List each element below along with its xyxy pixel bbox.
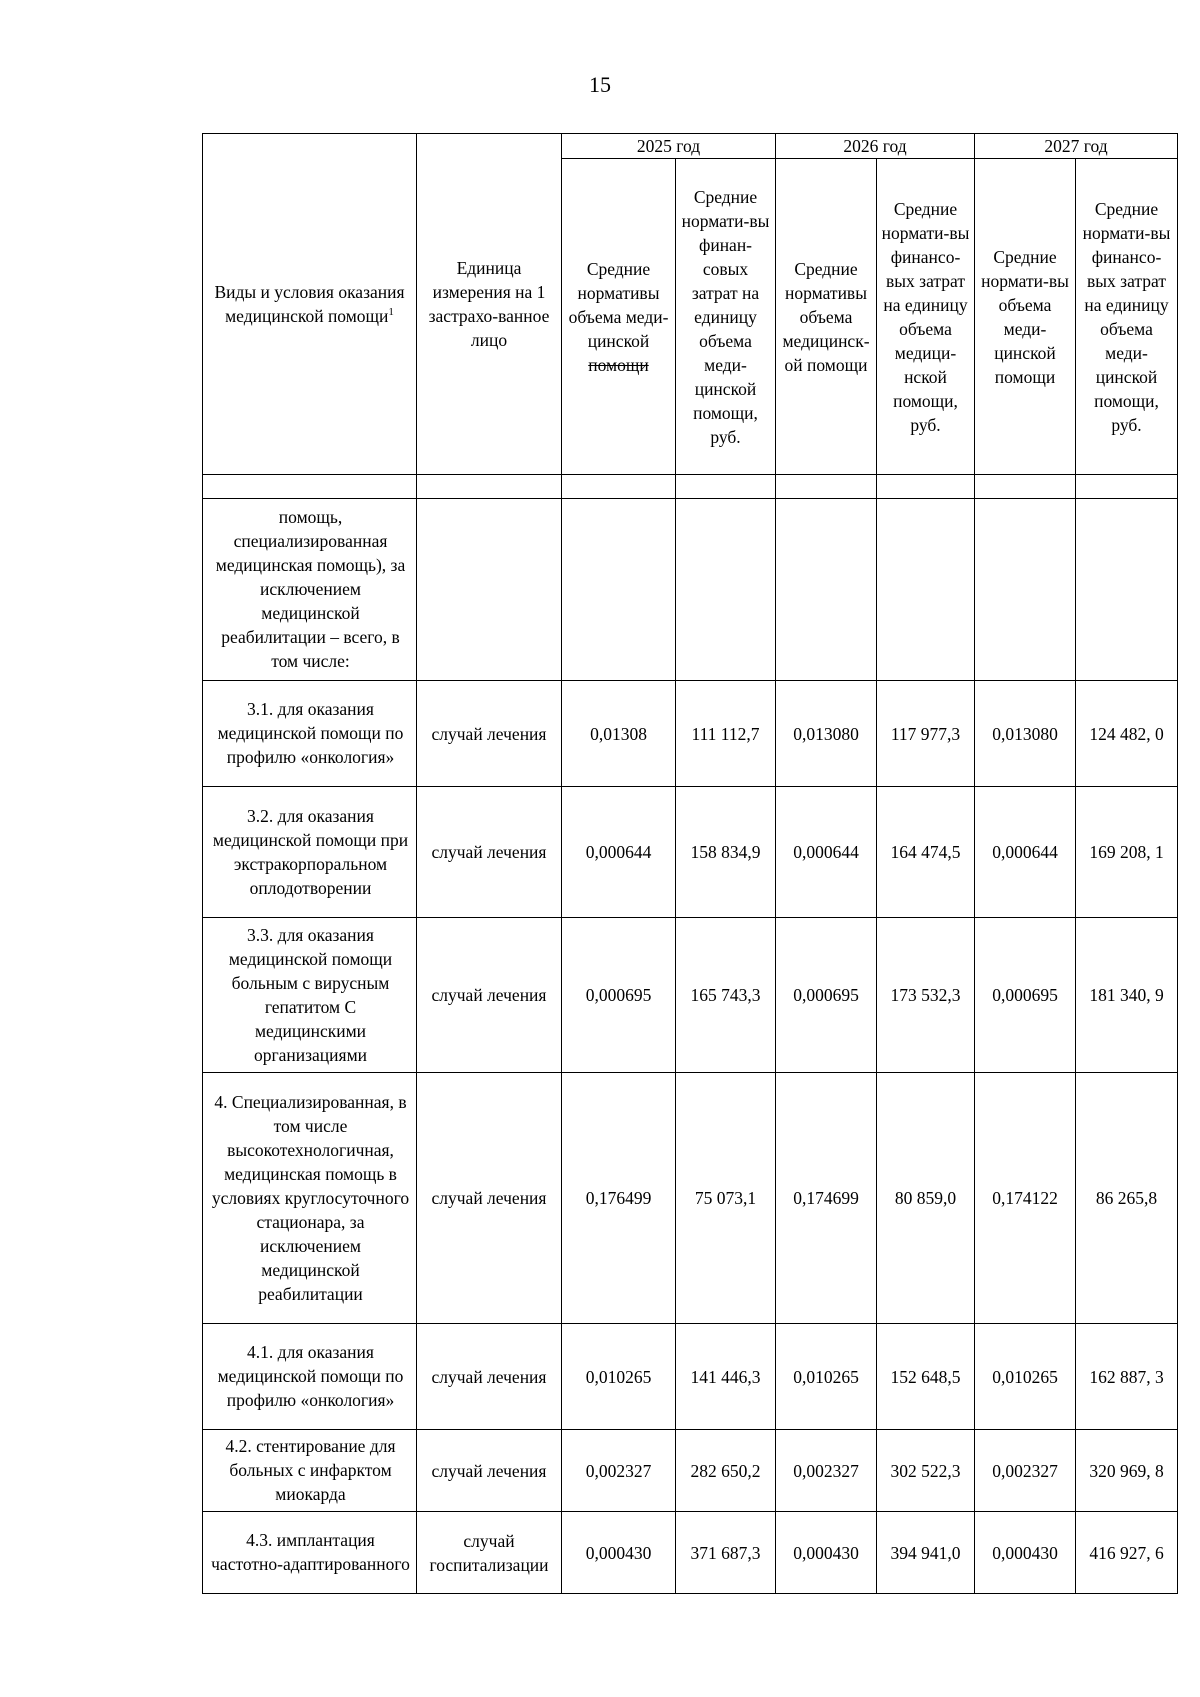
- row-volume-2026: 0,010265: [776, 1324, 877, 1430]
- header-volume-2027-text: Средние нормати-вы объема меди-цинской помощи: [981, 246, 1069, 387]
- header-year-2025: 2025 год: [562, 134, 776, 159]
- blank-cell: [417, 475, 562, 499]
- row-cost-2027: 162 887, 3: [1076, 1324, 1178, 1430]
- row-cost-2026: 117 977,3: [877, 681, 975, 787]
- row-unit: случай лечения: [417, 787, 562, 918]
- row-cost-2027: 416 927, 6: [1076, 1512, 1178, 1594]
- blank-cell: [676, 475, 776, 499]
- row-volume-2025: 0,000644: [562, 787, 676, 918]
- row-unit: случай лечения: [417, 1324, 562, 1430]
- blank-cell: [975, 475, 1076, 499]
- header-cost-2027: [1076, 159, 1178, 475]
- row-unit: [417, 499, 562, 681]
- row-cost-2026: [877, 499, 975, 681]
- header-row-years: [203, 134, 1178, 159]
- table-row: [203, 918, 1178, 1073]
- header-year-2026: 2026 год: [776, 134, 975, 159]
- row-kind: 4. Специализированная, в том числе высокотехнологичная, медицинская помощь в условиях круглосуточного стационара, за исключением медицинской реабилитации: [203, 1073, 417, 1324]
- table-row: [203, 1512, 1178, 1594]
- row-cost-2025: [676, 499, 776, 681]
- row-cost-2026: 164 474,5: [877, 787, 975, 918]
- row-unit: случай госпитализации: [417, 1512, 562, 1594]
- row-cost-2025: 111 112,7: [676, 681, 776, 787]
- row-kind: 4.2. стентирование для больных с инфарктом миокарда: [203, 1430, 417, 1512]
- row-volume-2025: 0,000695: [562, 918, 676, 1073]
- row-cost-2027: 124 482, 0: [1076, 681, 1178, 787]
- row-volume-2026: 0,174699: [776, 1073, 877, 1324]
- row-unit: случай лечения: [417, 1073, 562, 1324]
- row-volume-2026: 0,000644: [776, 787, 877, 918]
- header-cost-2025: [676, 159, 776, 475]
- row-volume-2027: 0,000644: [975, 787, 1076, 918]
- row-unit: случай лечения: [417, 1430, 562, 1512]
- header-volume-2025-struck: помощи: [588, 354, 649, 375]
- header-unit-label: Единица измерения на 1 застрахо-ванное лицо: [428, 258, 550, 350]
- blank-cell: [776, 475, 877, 499]
- row-cost-2025: 75 073,1: [676, 1073, 776, 1324]
- row-volume-2027: [975, 499, 1076, 681]
- row-cost-2026: 80 859,0: [877, 1073, 975, 1324]
- row-cost-2027: [1076, 499, 1178, 681]
- row-kind: 3.3. для оказания медицинской помощи больным с вирусным гепатитом С медицинскими организациями: [203, 918, 417, 1073]
- row-volume-2027: 0,000695: [975, 918, 1076, 1073]
- header-unit: [417, 134, 562, 475]
- row-volume-2026: 0,013080: [776, 681, 877, 787]
- row-volume-2027: 0,000430: [975, 1512, 1076, 1594]
- table-row: [203, 1430, 1178, 1512]
- header-volume-2026: [776, 159, 877, 475]
- row-volume-2025: 0,000430: [562, 1512, 676, 1594]
- blank-cell: [562, 475, 676, 499]
- header-volume-2027: [975, 159, 1076, 475]
- row-volume-2025: [562, 499, 676, 681]
- table-row: [203, 787, 1178, 918]
- page-number: 15: [589, 72, 611, 97]
- blank-cell: [1076, 475, 1178, 499]
- header-volume-2025-text: Средние нормативы объема меди-цинской: [568, 258, 669, 351]
- header-year-2027: 2027 год: [975, 134, 1178, 159]
- row-cost-2025: 165 743,3: [676, 918, 776, 1073]
- header-cost-2026-text: Средние нормати-вы финансо-вых затрат на единицу объема медици-нской помощи, руб.: [881, 198, 970, 435]
- row-cost-2026: 152 648,5: [877, 1324, 975, 1430]
- row-cost-2027: 169 208, 1: [1076, 787, 1178, 918]
- blank-cell: [877, 475, 975, 499]
- table-row: [203, 499, 1178, 681]
- row-cost-2026: 302 522,3: [877, 1430, 975, 1512]
- row-cost-2025: 158 834,9: [676, 787, 776, 918]
- row-volume-2026: 0,000695: [776, 918, 877, 1073]
- header-kind-label: Виды и условия оказания медицинской помощи: [214, 282, 405, 326]
- row-cost-2025: 141 446,3: [676, 1324, 776, 1430]
- row-unit: случай лечения: [417, 681, 562, 787]
- row-unit: случай лечения: [417, 918, 562, 1073]
- row-volume-2025: 0,010265: [562, 1324, 676, 1430]
- header-cost-2027-text: Средние нормати-вы финансо-вых затрат на единицу объема меди-цинской помощи, руб.: [1082, 198, 1171, 435]
- header-cost-2026: [877, 159, 975, 475]
- header-kind: [203, 134, 417, 475]
- row-volume-2025: 0,176499: [562, 1073, 676, 1324]
- row-volume-2027: 0,174122: [975, 1073, 1076, 1324]
- row-kind: 3.1. для оказания медицинской помощи по профилю «онкология»: [203, 681, 417, 787]
- row-volume-2027: 0,010265: [975, 1324, 1076, 1430]
- table-row: [203, 1324, 1178, 1430]
- row-volume-2026: [776, 499, 877, 681]
- row-cost-2027: 86 265,8: [1076, 1073, 1178, 1324]
- row-volume-2027: 0,013080: [975, 681, 1076, 787]
- row-kind: 4.3. имплантация частотно-адаптированного: [203, 1512, 417, 1594]
- row-volume-2025: 0,01308: [562, 681, 676, 787]
- row-cost-2025: 371 687,3: [676, 1512, 776, 1594]
- row-volume-2026: 0,002327: [776, 1430, 877, 1512]
- table-row: [203, 1073, 1178, 1324]
- row-volume-2026: 0,000430: [776, 1512, 877, 1594]
- row-volume-2027: 0,002327: [975, 1430, 1076, 1512]
- table-row: [203, 681, 1178, 787]
- blank-cell: [203, 475, 417, 499]
- header-cost-2025-text: Средние нормати-вы финан-совых затрат на единицу объема меди-цинской помощи, руб.: [681, 186, 770, 447]
- row-volume-2025: 0,002327: [562, 1430, 676, 1512]
- row-cost-2026: 173 532,3: [877, 918, 975, 1073]
- row-cost-2027: 181 340, 9: [1076, 918, 1178, 1073]
- footnote-marker: 1: [388, 306, 394, 319]
- row-cost-2026: 394 941,0: [877, 1512, 975, 1594]
- header-volume-2025: [562, 159, 676, 475]
- row-cost-2027: 320 969, 8: [1076, 1430, 1178, 1512]
- row-cost-2025: 282 650,2: [676, 1430, 776, 1512]
- row-kind: помощь, специализированная медицинская помощь), за исключением медицинской реабилитации – всего, в том числе:: [203, 499, 417, 681]
- row-kind: 3.2. для оказания медицинской помощи при экстракорпоральном оплодотворении: [203, 787, 417, 918]
- norms-table: [202, 133, 1178, 1594]
- row-kind: 4.1. для оказания медицинской помощи по профилю «онкология»: [203, 1324, 417, 1430]
- header-volume-2026-text: Средние нормативы объема медицинск-ой помощи: [782, 258, 870, 375]
- blank-row: [203, 475, 1178, 499]
